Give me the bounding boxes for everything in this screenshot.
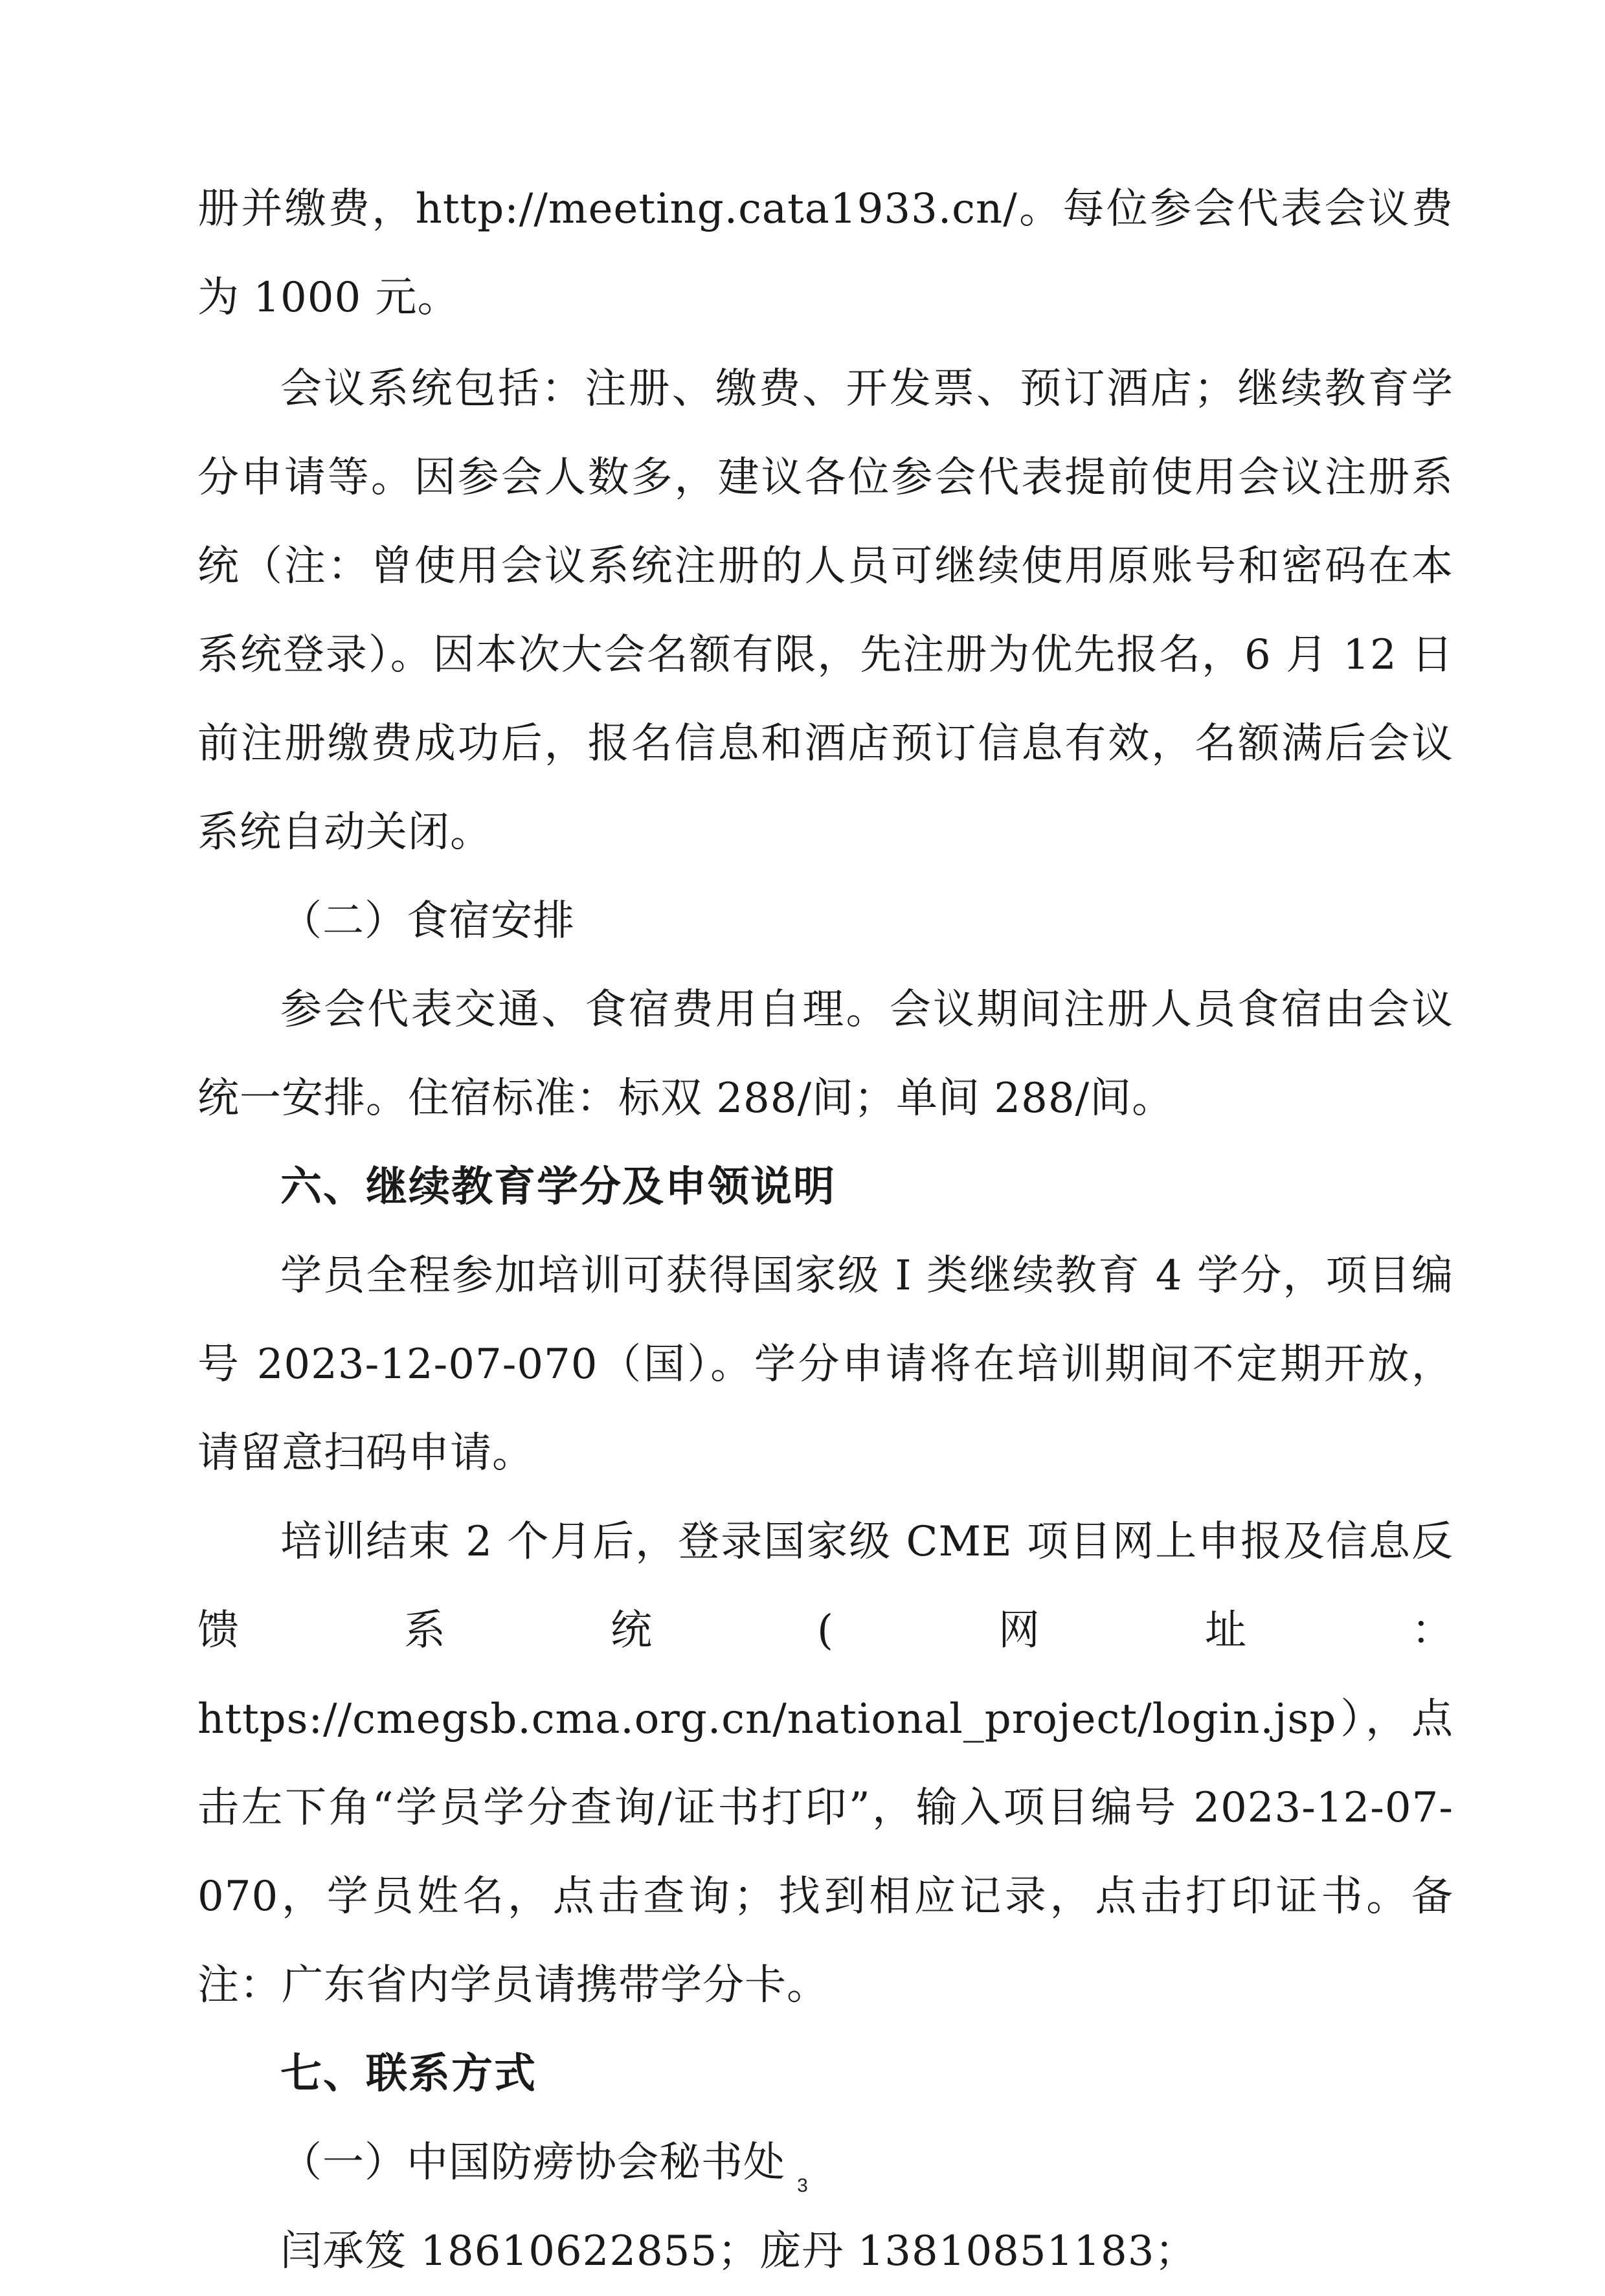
paragraph-cme-system: 培训结束 2 个月后，登录国家级 CME 项目网上申报及信息反馈系统(网址：https://cmegsb.cma.org.cn/national_project/login.jsp），点击左下角“学员学分查询/证书打印”，输入项目编号 2023-12-07-070，学员姓名，点击查询；找到相应记录，点击打印证书。备注：广东省内学员请携带学分卡。 [197,1518,1453,2009]
heading-continuing-education: 六、继续教育学分及申领说明 [280,1163,836,1211]
subheading-accommodation: （二）食宿安排 [280,897,575,945]
paragraph-accommodation: 参会代表交通、食宿费用自理。会议期间注册人员食宿由会议统一安排。住宿标准：标双 288/间；单间 288/间。 [197,986,1453,1122]
page-number: 3 [797,2175,808,2196]
paragraph-credits: 学员全程参加培训可获得国家级 I 类继续教育 4 学分，项目编号 2023-12-07-070（国）。学分申请将在培训期间不定期开放，请留意扫码申请。 [197,1252,1453,1477]
paragraph-registration-fee: 册并缴费，http://meeting.cata1933.cn/。每位参会代表会议费为 1000 元。 [197,185,1453,322]
heading-contact: 七、联系方式 [280,2050,537,2098]
subheading-secretariat: （一）中国防痨协会秘书处 [280,2139,785,2187]
body-text [197,165,1453,2296]
paragraph-meeting-system: 会议系统包括：注册、缴费、开发票、预订酒店；继续教育学分申请等。因参会人数多，建议各位参会代表提前使用会议注册系统（注：曾使用会议系统注册的人员可继续使用原账号和密码在本系统登录）。因本次大会名额有限，先注册为优先报名，6 月 12 日前注册缴费成功后，报名信息和酒店预订信息有效，名额满后会议系统自动关闭。 [197,365,1453,856]
paragraph-contacts: 闫承笈 18610622855；庞丹 13810851183； [280,2227,1197,2275]
